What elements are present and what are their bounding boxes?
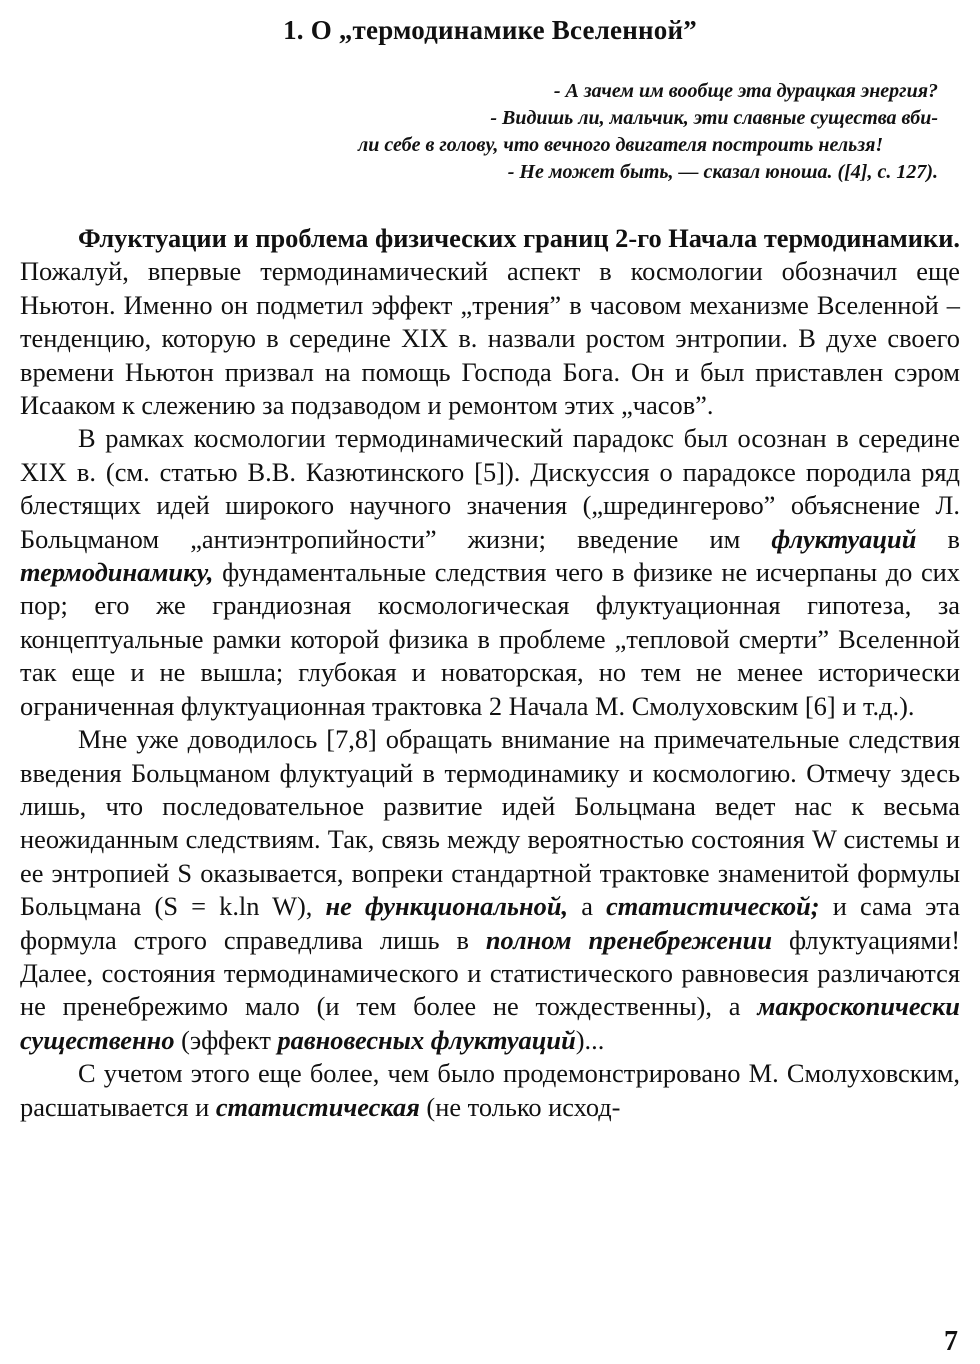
paragraph-smoluchowski [20,1057,960,1124]
epigraph-line: - Не может быть, — сказал юноша. ([4], с. 127). [507,161,938,183]
paragraph-lead-heading: Флуктуации и проблема физических границ 2-го Начала термодинамики. [78,223,960,253]
page-number: 7 [944,1326,958,1357]
paragraph-fluctuations [20,222,960,422]
paragraph-text: Пожалуй, впервые термодинамический аспект в космологии обозначил еще Ньютон. Именно он подметил эффект „трения” в часовом механизме Вселенной – тенденцию, которую в середине XIX в. назвали ростом энтропии. В духе своего времени Ньютон призвал на помощь Господа Бога. Он и был приставлен сэром Исааком к слежению за подзаводом и ремонтом этих „часов”. [20,256,960,421]
main-text [20,222,960,1124]
emphasis-text: статистической; [606,891,820,922]
emphasis-text: полном пренебрежении [485,924,773,955]
paragraph-text: фундаментальные следствия чего в физике не исчерпаны до сих пор; его же грандиозная космологическая флуктуационная гипотеза, за концептуальные рамки которой физика в проблеме „тепловой смерти” Вселенной так еще и не вышла; глубокая и новаторская, но тем не менее исторически ограниченная флуктуационная трактовка 2 Начала М. Смолуховским [6] и т.д.). [20,557,960,721]
paragraph-text: (эффект [174,1024,278,1055]
emphasis-text: макроскопически существенно [20,991,960,1055]
paragraph-text: флуктуациями! Далее, состояния термодинамического и статистического равновесия различаются не пренебрежимо мало (и тем более не тождественны), а [20,924,960,1022]
paragraph-text: и сама эта формула строго справедлива лишь в [20,891,960,955]
epigraph-line: - Видишь ли, мальчик, эти славные существа вби- [490,107,938,129]
emphasis-text: не функциональной, [325,891,569,922]
paragraph-text: )... [575,1024,605,1055]
paragraph-text: в [916,523,960,554]
emphasis-text: статистическая [215,1091,420,1122]
paragraph-text: В рамках космологии термодинамический парадокс был осознан в середине XIX в. (см. статью В.В. Казютинского [5]). Дискуссия о парадоксе породила ряд блестящих идей широкого научного значения („шредингерово” объяснение Л. Больцманом „антиэнтропийности” жизни; введение им [20,423,960,554]
paragraph-text: а [568,891,607,922]
paragraph-text: (не только исход- [419,1091,621,1122]
paragraph-text: Мне уже доводилось [7,8] обращать внимание на примечательные следствия введения Больцманом флуктуаций в термодинамику и космологию. Отмечу здесь лишь, что последовательное развитие идей Больцмана ведет нас к весьма неожиданным следствиям. Так, связь между вероятностью состояния W системы и ее энтропией S оказывается, вопреки стандартной трактовке знаменитой формулы Больцмана (S = k.ln W), [20,724,960,922]
epigraph-line: ли себе в голову, что вечного двигателя построить нельзя! [358,134,884,156]
epigraph-line: - А зачем им вообще эта дурацкая энергия? [553,80,938,102]
emphasis-text: равновесных флуктуаций [277,1024,576,1055]
emphasis-text: термодинамику, [20,557,214,588]
emphasis-text: флуктуаций [771,523,917,554]
section-heading: 1. О „термодинамике Вселенной” [283,15,697,45]
paragraph-cosmology-paradox [20,422,960,723]
paragraph-boltzmann [20,723,960,1057]
paragraph-text: С учетом этого еще более, чем было продемонстрировано М. Смолуховским, расшатывается и [20,1058,960,1122]
epigraph [358,78,938,186]
